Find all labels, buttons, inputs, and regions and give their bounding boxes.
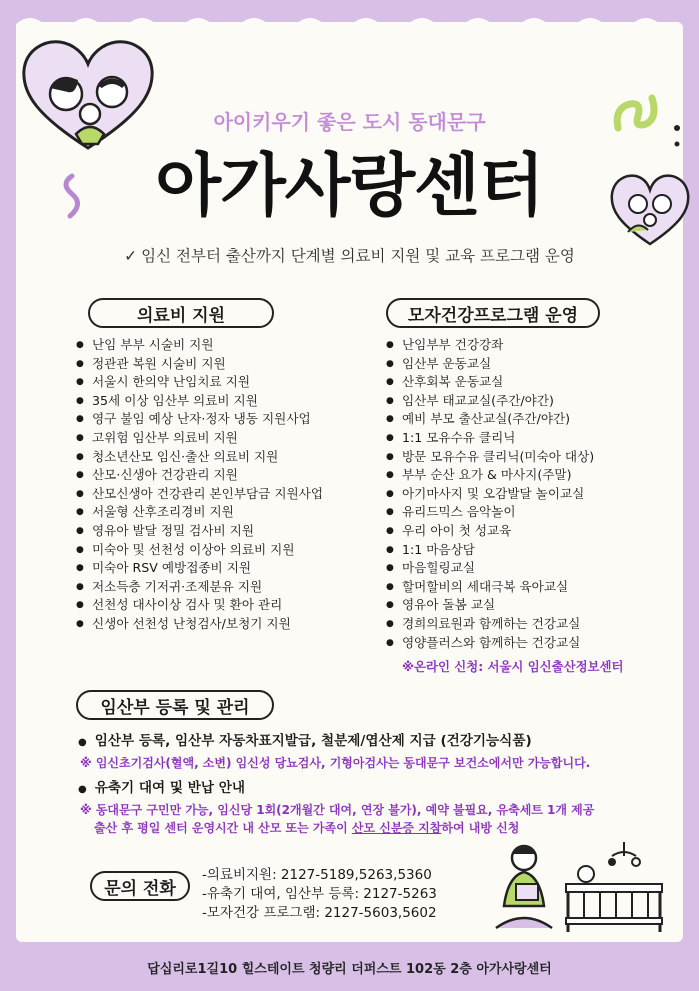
contact-heading-label: 문의 전화	[104, 878, 176, 899]
tagline	[0, 244, 699, 266]
medical-support-item: ● 정관관 복원 시술비 지원	[76, 355, 323, 374]
health-program-list	[386, 336, 594, 652]
breast-pump-note-post: 하여 내방 신청	[441, 821, 520, 835]
breast-pump-note: ※ 동대문구 구민만 가능, 임신당 1회(2개월간 대여, 연장 불가), 예약 불필요, 유축세트 1개 제공	[80, 803, 595, 817]
registration-note: ※ 임신초기검사(혈액, 소변) 임신성 당뇨검사, 기형아검사는 동대문구 보건소에서만 가능합니다.	[80, 756, 591, 770]
medical-support-item: ● 고위험 임산부 의료비 지원	[76, 429, 323, 448]
medical-support-list	[76, 336, 323, 634]
contact-line-program: -모자건강 프로그램: 2127-5603,5602	[202, 905, 437, 921]
medical-support-item: ● 서울형 산후조리경비 지원	[76, 503, 323, 522]
health-program-item: ● 예비 부모 출산교실(주간/야간)	[386, 410, 594, 429]
registration-heading	[76, 690, 274, 720]
medical-support-item: ● 미숙아 및 선천성 이상아 의료비 지원	[76, 541, 323, 560]
page-title: 아가사랑센터	[155, 147, 544, 226]
medical-support-item: ● 산모신생아 건강관리 본인부담금 지원사업	[76, 485, 323, 504]
health-program-item: ● 임산부 운동교실	[386, 355, 594, 374]
breast-pump-note-id-required: 산모 신분증 지참	[351, 821, 442, 835]
health-program-item: ● 1:1 모유수유 클리닉	[386, 429, 594, 448]
medical-support-item: ● 35세 이상 임산부 의료비 지원	[76, 392, 323, 411]
health-program-item: ● 영양플러스와 함께하는 건강교실	[386, 634, 594, 653]
medical-support-item: ● 저소득층 기저귀·조제분유 지원	[76, 578, 323, 597]
health-program-item: ● 영유아 돌봄 교실	[386, 596, 594, 615]
health-program-item: ● 할머할비의 세대극복 육아교실	[386, 578, 594, 597]
medical-support-heading-label: 의료비 지원	[136, 305, 226, 326]
health-program-item: ● 마음힐링교실	[386, 559, 594, 578]
reading-parent-crib-illustration	[494, 836, 664, 936]
online-apply-note: ※온라인 신청: 서울시 임신출산정보센터	[402, 659, 624, 674]
page-subtitle: 아이키우기 좋은 도시 동대문구	[213, 110, 486, 134]
health-program-item: ● 우리 아이 첫 성교육	[386, 522, 594, 541]
breast-pump-item: ● 유축기 대여 및 반납 안내	[78, 776, 245, 796]
health-program-item: ● 유리드믹스 음악놀이	[386, 503, 594, 522]
footer-address: 답십리로1길10 힐스테이트 청량리 더퍼스트 102동 2층 아가사랑센터	[147, 962, 552, 977]
health-program-item: ● 아기마사지 및 오감발달 놀이교실	[386, 485, 594, 504]
medical-support-item: ● 선천성 대사이상 검사 및 환아 관리	[76, 596, 323, 615]
medical-support-item: ● 산모·신생아 건강관리 지원	[76, 466, 323, 485]
contact-line-medical: -의료비지원: 2127-5189,5263,5360	[202, 867, 432, 883]
medical-support-item: ● 청소년산모 임신·출산 의료비 지원	[76, 448, 323, 467]
tagline-text: 임신 전부터 출산까지 단계별 의료비 지원 및 교육 프로그램 운영	[141, 247, 575, 265]
breast-pump-note-pre: 출산 후 평일 센터 운영시간 내 산모 또는 가족이	[94, 821, 352, 835]
medical-support-item: ● 영구 불임 예상 난자·정자 냉동 지원사업	[76, 410, 323, 429]
medical-support-item: ● 신생아 선천성 난청검사/보청기 지원	[76, 615, 323, 634]
check-icon: ✓	[124, 247, 138, 265]
health-program-item: ● 방문 모유수유 클리닉(미숙아 대상)	[386, 448, 594, 467]
registration-heading-label: 임산부 등록 및 관리	[100, 697, 250, 718]
health-program-item: ● 임산부 태교교실(주간/야간)	[386, 392, 594, 411]
registration-item: ● 임산부 등록, 임산부 자동차표지발급, 철분제/엽산제 지급 (건강기능식품)	[78, 729, 532, 749]
health-program-item: ● 1:1 마음상담	[386, 541, 594, 560]
health-program-item: ● 산후회복 운동교실	[386, 373, 594, 392]
medical-support-heading	[88, 298, 274, 328]
medical-support-item: ● 영유아 발달 정밀 검사비 지원	[76, 522, 323, 541]
wavy-edge-decoration	[16, 10, 683, 36]
medical-support-item: ● 난임 부부 시술비 지원	[76, 336, 323, 355]
health-program-item: ● 경희의료원과 함께하는 건강교실	[386, 615, 594, 634]
contact-lines	[202, 866, 437, 923]
contact-heading	[90, 871, 190, 901]
health-program-item: ● 난임부부 건강강좌	[386, 336, 594, 355]
health-program-heading-label: 모자건강프로그램 운영	[407, 305, 579, 326]
health-program-item: ● 부부 순산 요가 & 마사지(주말)	[386, 466, 594, 485]
medical-support-item: ● 미숙아 RSV 예방접종비 지원	[76, 559, 323, 578]
health-program-heading	[386, 298, 600, 328]
breast-pump-note-2	[94, 819, 519, 836]
contact-line-pump: -유축기 대여, 임산부 등록: 2127-5263	[202, 886, 437, 902]
medical-support-item: ● 서울시 한의약 난임치료 지원	[76, 373, 323, 392]
